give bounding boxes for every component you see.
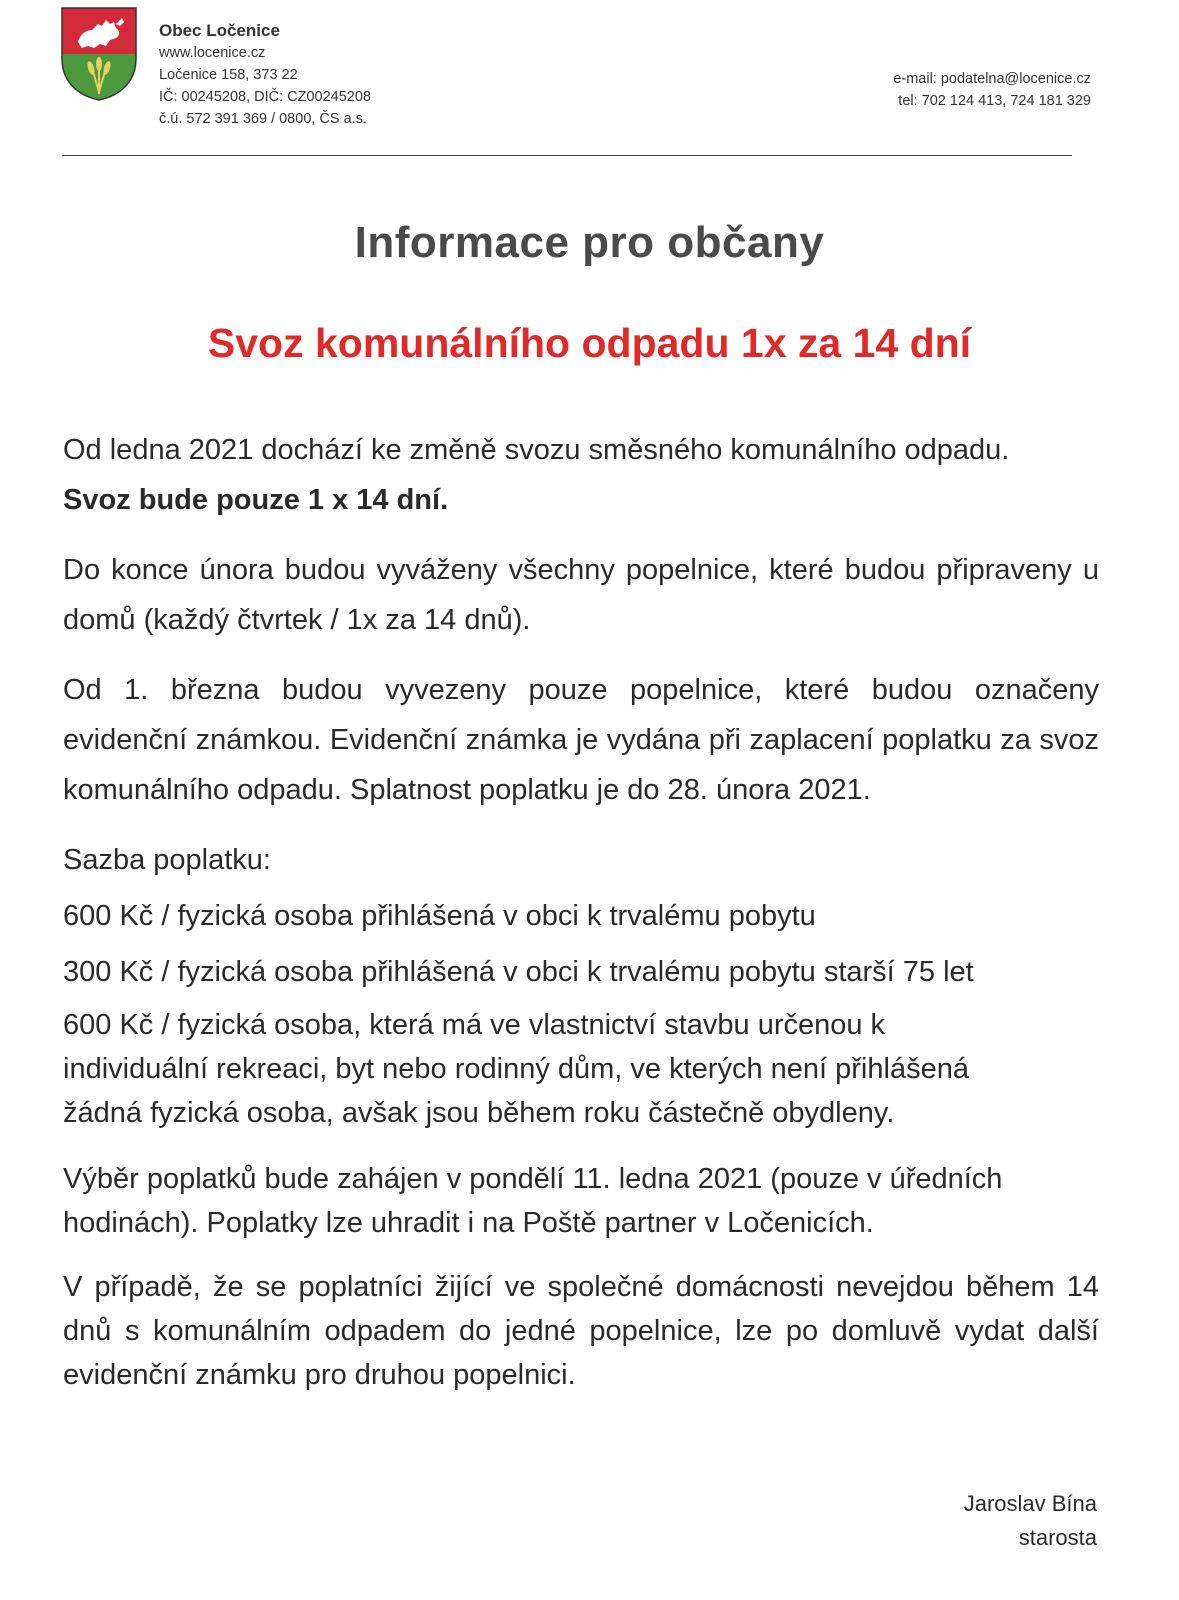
contact-phone: tel: 702 124 413, 724 181 329 xyxy=(898,93,1091,109)
rate-item: 600 Kč / fyzická osoba, která má ve vlastnictví stavbu určenou k individuální rekreaci, byt nebo rodinný dům, ve kterých není přihlášená žádná fyzická osoba, avšak jsou během roku částečně obydleny. xyxy=(63,1009,969,1129)
signatory-name: Jaroslav Bína xyxy=(963,1491,1097,1516)
intro-text: Od ledna 2021 dochází ke změně svozu směsného komunálního odpadu. xyxy=(63,434,1010,466)
org-ids: IČ: 00245208, DIČ: CZ00245208 xyxy=(159,89,371,105)
rate-item: 300 Kč / fyzická osoba přihlášená v obci k trvalému pobytu starší 75 let xyxy=(63,956,974,988)
signature-block xyxy=(964,1487,1097,1555)
municipal-coat-of-arms-icon xyxy=(60,6,138,102)
contact-info xyxy=(893,68,1091,112)
notice-body xyxy=(63,425,1099,1417)
paragraph-march: Od 1. března budou vyvezeny pouze popelnice, které budou označeny evidenční známkou. Evidenční známka je vydána při zaplacení poplatku za svoz komunálního odpadu. Splatnost poplatku je do 28. února 2021. xyxy=(63,674,1099,806)
org-name: Obec Ločenice xyxy=(159,21,280,40)
rates-heading: Sazba poplatku: xyxy=(63,844,271,876)
page-title: Informace pro občany xyxy=(354,218,825,267)
paragraph-february: Do konce února budou vyváženy všechny popelnice, které budou připraveny u domů (každý čtvrtek / 1x za 14 dnů). xyxy=(63,554,1099,636)
org-address: Ločenice 158, 373 22 xyxy=(159,67,298,83)
org-website[interactable]: www.locenice.cz xyxy=(159,45,266,61)
signatory-role: starosta xyxy=(1018,1525,1097,1550)
paragraph-intro xyxy=(63,425,1099,525)
organization-info xyxy=(159,20,371,130)
rate-item: 600 Kč / fyzická osoba přihlášená v obci k trvalému pobytu xyxy=(63,900,816,932)
paragraph-collection: Výběr poplatků bude zahájen v pondělí 11. ledna 2021 (pouze v úředních hodinách). Poplatky lze uhradit i na Poště partner v Ločenicích. xyxy=(63,1163,1003,1239)
intro-emphasis: Svoz bude pouze 1 x 14 dní. xyxy=(63,484,449,516)
contact-email[interactable]: e-mail: podatelna@locenice.cz xyxy=(893,71,1091,87)
org-bank-account: č.ú. 572 391 369 / 0800, ČS a.s. xyxy=(159,111,367,127)
paragraph-second-bin: V případě, že se poplatníci žijící ve společné domácnosti nevejdou během 14 dnů s komunálním odpadem do jedné popelnice, lze po domluvě vydat další evidenční známku pro druhou popelnici. xyxy=(63,1271,1099,1391)
header-divider xyxy=(62,155,1072,156)
fee-rates xyxy=(63,835,1099,1135)
page-subtitle: Svoz komunálního odpadu 1x za 14 dní xyxy=(207,320,972,366)
